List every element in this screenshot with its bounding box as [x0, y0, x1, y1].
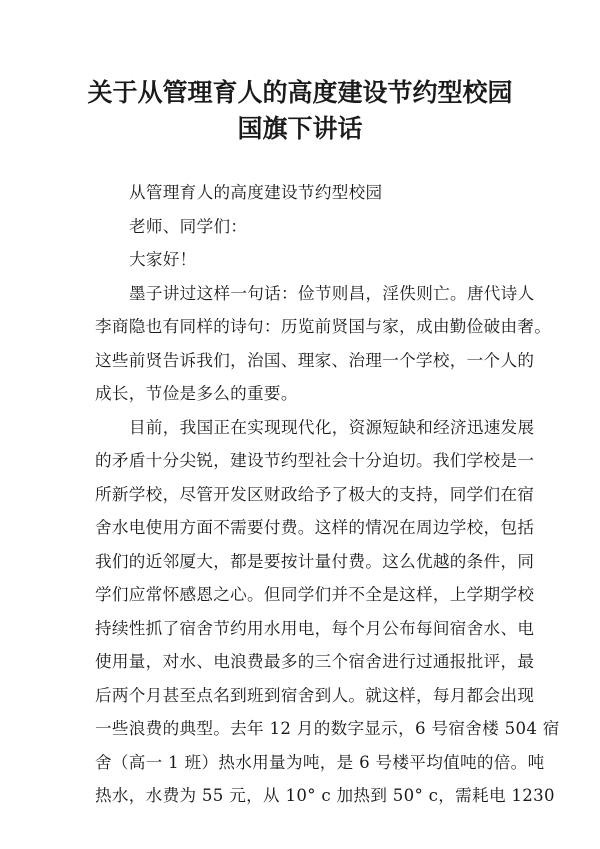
text-line: 的矛盾十分尖锐，建设节约型社会十分迫切。我们学校是一 [95, 451, 535, 470]
text-line: 一些浪费的典型。去年 12 月的数字显示，6 号宿舍楼 504 宿 [95, 719, 560, 738]
text-line: 舍（高一 1 班）热水用量为吨，是 6 号楼平均值吨的倍。吨 [95, 752, 545, 772]
text-line: 我们的近邻厦大，都是要按计量付费。这么优越的条件，同 [95, 551, 535, 571]
text-line: 墨子讲过这样一句话：俭节则昌，淫佚则亡。唐代诗人 [129, 283, 535, 303]
text-line: 所新学校，尽管开发区财政给予了极大的支持，同学们在宿 [95, 484, 535, 504]
text-line: 老师、同学们： [129, 216, 248, 236]
text-line: 成长，节俭是多么的重要。 [95, 384, 298, 403]
text-line: 使用量，对水、电浪费最多的三个宿舍进行过通报批评，最 [95, 652, 535, 671]
text-line: 李商隐也有同样的诗句：历览前贤国与家，成由勤俭破由奢。 [95, 317, 552, 336]
text-line: 后两个月甚至点名到班到宿舍到人。就这样，每月都会出现 [95, 685, 535, 705]
document-title-line-2: 国旗下讲话 [237, 114, 363, 143]
text-line: 大家好！ [129, 250, 197, 269]
text-line: 目前，我国正在实现现代化，资源短缺和经济迅速发展 [129, 417, 535, 437]
text-line: 持续性抓了宿舍节约用水用电，每个月公布每间宿舍水、电 [95, 618, 535, 638]
text-line: 热水，水费为 55 元，从 10° c 加热到 50° c，需耗电 1230 [95, 786, 555, 805]
text-line: 学们应常怀感恩之心。但同学们并不全是这样，上学期学校 [95, 585, 535, 604]
document-body [95, 176, 560, 813]
document-title-line-1: 关于从管理育人的高度建设节约型校园 [87, 78, 513, 107]
text-line: 这些前贤告诉我们，治国、理家、治理一个学校，一个人的 [95, 350, 535, 370]
text-line: 从管理育人的高度建设节约型校园 [129, 183, 383, 202]
text-line: 舍水电使用方面不需要付费。这样的情况在周边学校，包括 [95, 518, 535, 537]
